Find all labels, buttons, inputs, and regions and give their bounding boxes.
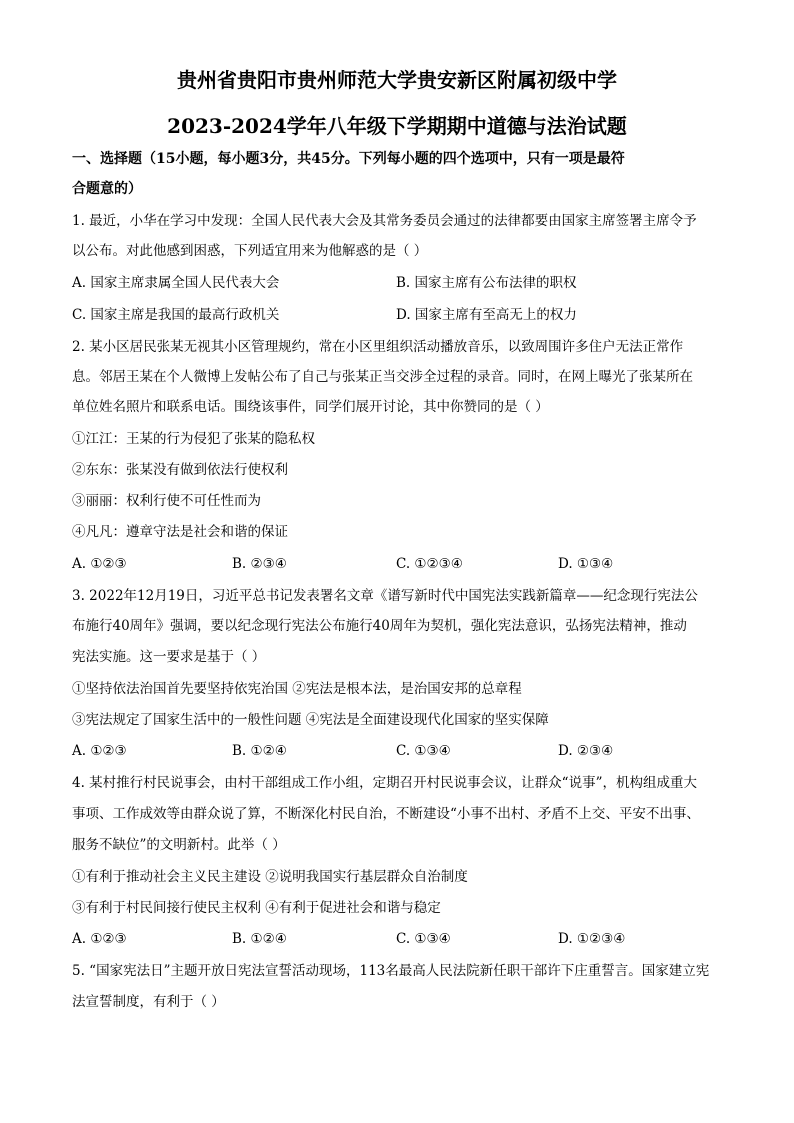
q2-item: ③丽丽：权利行使不可任性而为 — [72, 493, 261, 509]
q4-option-a: A. ①②③ — [72, 931, 127, 947]
q2-option-c: C. ①②③④ — [396, 556, 463, 572]
exam-title-line1: 贵州省贵阳市贵州师范大学贵安新区附属初级中学 — [177, 68, 617, 92]
q4-option-b: B. ①②④ — [232, 931, 287, 947]
q3-items-row: ①坚持依法治国首先要坚持依宪治国 ②宪法是根本法，是治国安邦的总章程 — [72, 681, 522, 697]
section-heading: 一、选择题（15小题，每小题3分，共45分。下列每小题的四个选项中，只有一项是最符 — [72, 151, 625, 167]
q4-items-row: ③有利于村民间接行使民主权利 ④有利于促进社会和谐与稳定 — [72, 900, 441, 916]
q4-items-row: ①有利于推动社会主义民主建设 ②说明我国实行基层群众自治制度 — [72, 869, 468, 885]
q3-option-a: A. ①②③ — [72, 743, 127, 759]
q1-stem: 1. 最近，小华在学习中发现：全国人民代表大会及其常务委员会通过的法律都要由国家主席签署主席令予 — [72, 213, 697, 229]
q4-stem: 4. 某村推行村民说事会，由村干部组成工作小组，定期召开村民说事会议，让群众“说事”，机构组成重大 — [72, 775, 697, 791]
q3-items-row: ③宪法规定了国家生活中的一般性问题 ④宪法是全面建设现代化国家的坚实保障 — [72, 712, 549, 728]
q1-stem-cont: 以公布。对此他感到困惑，下列适宜用来为他解惑的是（ ） — [72, 243, 428, 259]
q4-stem-cont: 事项、工作成效等由群众说了算，不断深化村民自治，不断建设“小事不出村、矛盾不上交、平安不出事、 — [72, 806, 700, 822]
q2-option-a: A. ①②③ — [72, 556, 127, 572]
q2-option-b: B. ②③④ — [232, 556, 287, 572]
exam-title-line2: 2023-2024学年八年级下学期期中道德与法治试题 — [167, 114, 627, 138]
section-heading-cont: 合题意的） — [72, 181, 142, 197]
q2-stem-cont: 单位姓名照片和联系电话。围绕该事件，同学们展开讨论，其中你赞同的是（ ） — [72, 399, 549, 415]
q4-option-d: D. ①②③④ — [558, 931, 626, 947]
q3-stem-cont: 布施行40周年》强调，要以纪念现行宪法公布施行40周年为契机，强化宪法意识，弘扬宪法精神，推动 — [72, 618, 687, 634]
q2-item: ④凡凡：遵章守法是社会和谐的保证 — [72, 524, 288, 540]
q2-stem-cont: 息。邻居王某在个人微博上发帖公布了自己与张某正当交涉全过程的录音。同时，在网上曝光了张某所在 — [72, 369, 693, 385]
q5-stem: 5. “国家宪法日”主题开放日宪法宣誓活动现场，113名最高人民法院新任职干部许下庄重誓言。国家建立宪 — [72, 963, 710, 979]
q2-stem: 2. 某小区居民张某无视其小区管理规约，常在小区里组织活动播放音乐，以致周围许多住户无法正常作 — [72, 339, 684, 355]
q1-option-d: D. 国家主席有至高无上的权力 — [396, 307, 577, 323]
q3-stem: 3. 2022年12月19日，习近平总书记发表署名文章《谱写新时代中国宪法实践新篇章——纪念现行宪法公 — [72, 588, 698, 604]
q5-stem-cont: 法宣誓制度，有利于（ ） — [72, 994, 225, 1010]
q3-stem-cont: 宪法实施。这一要求是基于（ ） — [72, 649, 266, 665]
q3-option-c: C. ①③④ — [396, 743, 451, 759]
q1-option-c: C. 国家主席是我国的最高行政机关 — [72, 307, 280, 323]
q3-option-d: D. ②③④ — [558, 743, 614, 759]
q4-stem-cont: 服务不缺位”的文明新村。此举（ ） — [72, 837, 286, 853]
q2-item: ①江江：王某的行为侵犯了张某的隐私权 — [72, 431, 315, 447]
q2-option-d: D. ①③④ — [558, 556, 614, 572]
q1-option-a: A. 国家主席隶属全国人民代表大会 — [72, 275, 280, 291]
q3-option-b: B. ①②④ — [232, 743, 287, 759]
q1-option-b: B. 国家主席有公布法律的职权 — [396, 275, 577, 291]
q4-option-c: C. ①③④ — [396, 931, 451, 947]
q2-item: ②东东：张某没有做到依法行使权利 — [72, 462, 288, 478]
